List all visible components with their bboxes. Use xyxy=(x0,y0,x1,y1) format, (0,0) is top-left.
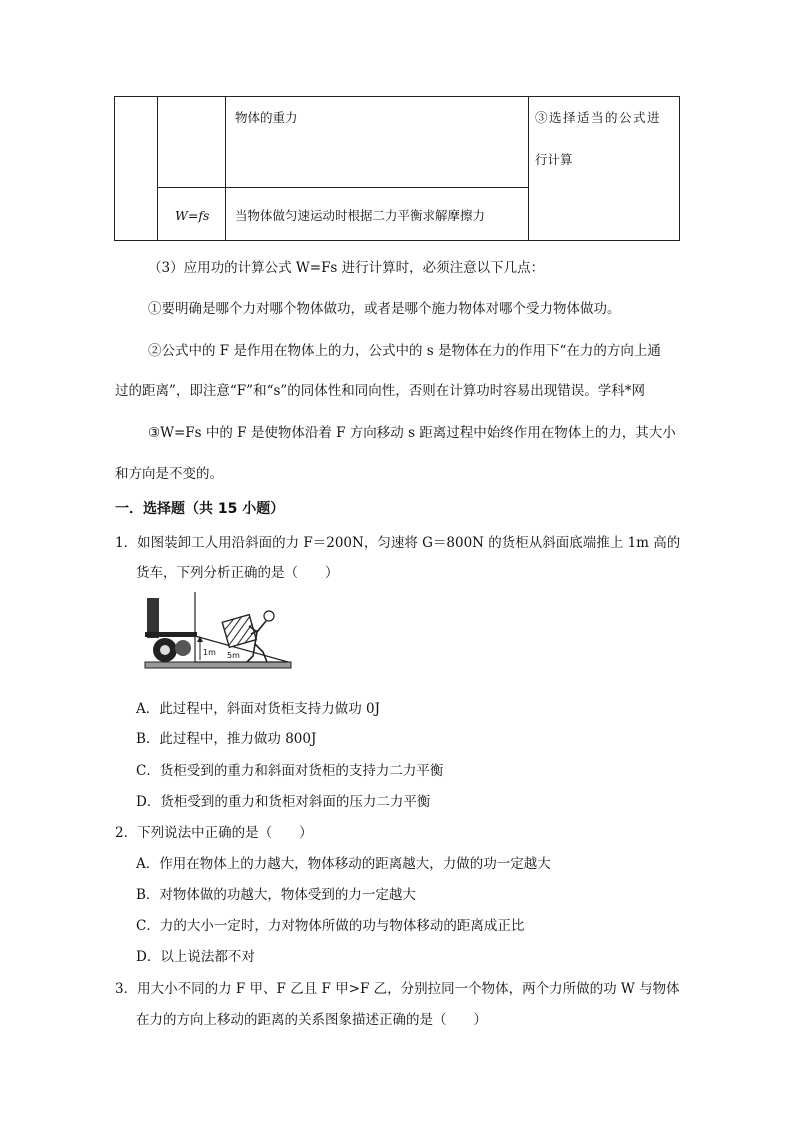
knowledge-table xyxy=(114,96,680,241)
question-1-option-a: A．此过程中，斜面对货柜支持力做功 0J xyxy=(136,701,381,717)
note-2-line2: 过的距离”，即注意“F”和“s”的同体性和同向性，否则在计算功时容易出现错误。学科*网 xyxy=(115,383,646,399)
question-1-option-b: B．此过程中，推力做功 800J xyxy=(136,731,317,747)
table-divider xyxy=(528,97,529,240)
table-cell-gravity: 物体的重力 xyxy=(235,110,298,125)
crate xyxy=(222,615,256,648)
section-title: 一．选择题（共 15 小题） xyxy=(115,501,285,517)
question-2-option-c: C．力的大小一定时，力对物体所做的功与物体移动的距离成正比 xyxy=(136,918,525,934)
table-divider xyxy=(225,97,226,240)
question-2-stem: 2．下列说法中正确的是（ ） xyxy=(115,825,313,841)
question-3-stem-line2: 在力的方向上移动的距离的关系图象描述正确的是（ ） xyxy=(136,1012,487,1028)
question-3-stem-line1: 3．用大小不同的力 F 甲、F 乙且 F 甲>F 乙，分别拉同一个物体，两个力所做的功 W 与物体 xyxy=(115,981,680,997)
question-1-option-d: D．货柜受到的重力和货柜对斜面的压力二力平衡 xyxy=(136,794,431,810)
question-2-option-d: D．以上说法都不对 xyxy=(136,949,255,965)
question-1-option-c: C．货柜受到的重力和斜面对货柜的支持力二力平衡 xyxy=(136,763,444,779)
ramp-figure xyxy=(143,592,293,682)
question-2-option-a: A．作用在物体上的力越大，物体移动的距离越大，力做的功一定越大 xyxy=(136,856,551,872)
length-label: 5m xyxy=(227,651,240,660)
question-1-stem-line2: 货车，下列分析正确的是（ ） xyxy=(136,565,339,581)
height-label: 1m xyxy=(203,648,216,657)
table-divider xyxy=(157,97,158,240)
question-1-stem-line1: 1．如图装卸工人用沿斜面的力 F＝200N，匀速将 G＝800N 的货柜从斜面底端推上 1m 高的 xyxy=(115,535,681,551)
table-cell-formula: W=fs xyxy=(175,208,210,223)
table-divider xyxy=(157,187,528,188)
question-2-option-b: B．对物体做的功越大，物体受到的力一定越大 xyxy=(136,887,416,903)
note-3-line1: ③W=Fs 中的 F 是使物体沿着 F 方向移动 s 距离过程中始终作用在物体上的力，其大小 xyxy=(148,425,676,441)
note-1: ①要明确是哪个力对哪个物体做功，或者是哪个施力物体对哪个受力物体做功。 xyxy=(148,301,621,317)
table-cell-step3-line1: ③选择适当的公式进 xyxy=(535,110,662,125)
note-2-line1: ②公式中的 F 是作用在物体上的力，公式中的 s 是物体在力的作用下“在力的方向上通 xyxy=(148,343,661,359)
note-intro: （3）应用功的计算公式 W=Fs 进行计算时，必须注意以下几点： xyxy=(148,260,545,276)
table-cell-friction: 当物体做匀速运动时根据二力平衡求解摩擦力 xyxy=(235,208,486,223)
table-cell-step3-line2: 行计算 xyxy=(535,152,573,167)
note-3-line2: 和方向是不变的。 xyxy=(115,466,223,482)
